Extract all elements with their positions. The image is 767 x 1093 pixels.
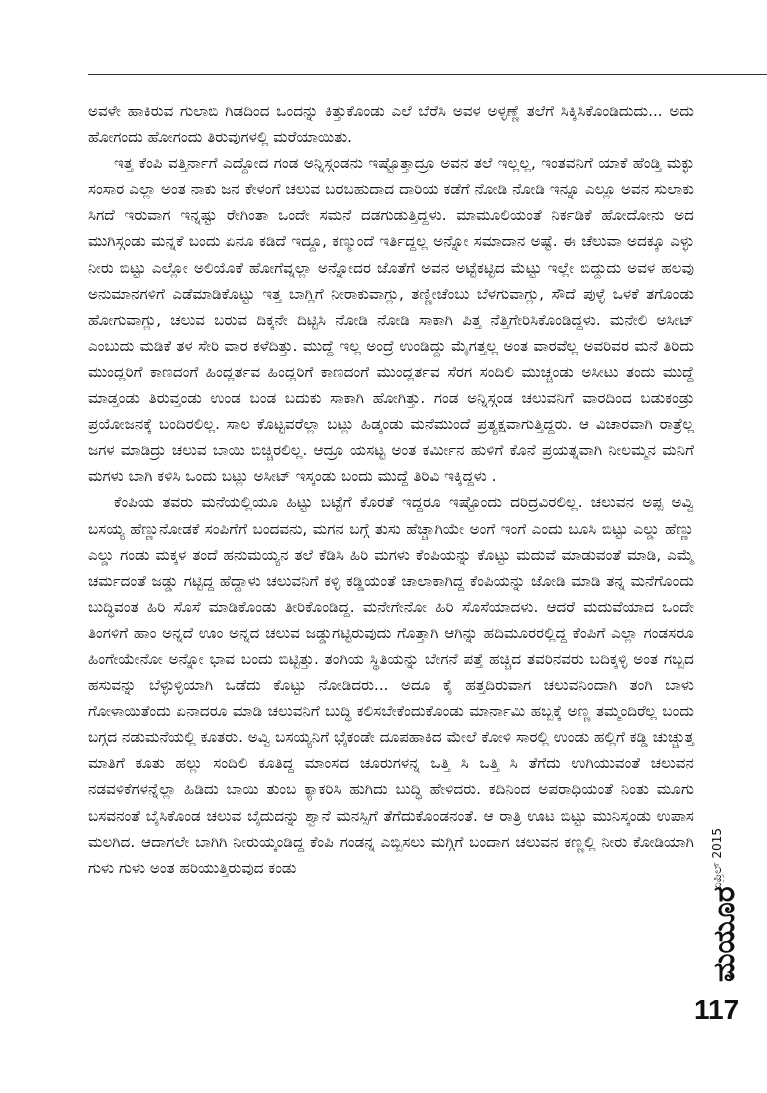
issue-date: ಏಪ್ರಿಲ್ 2015 (710, 828, 724, 890)
paragraph-1: ಅವಳೇ ಹಾಕಿರುವ ಗುಲಾಬಿ ಗಿಡದಿಂದ ಒಂದನ್ನು ಕಿತ್ತುಕೊಂಡು ಎಲೆ ಬೆರೆಸಿ ಅವಳ ಅಳ್ಳಣ್ಣೆ ತಲೆಗೆ ಸಿಕ್ಕಿಸಿಕೊಂಡಿದುದು... ಅದು ಹೋಗಂದು ಹೋಗಂದು ತಿರುವುಗಳಲ್ಲಿ ಮರೆಯಾಯಿತು. (88, 102, 694, 147)
top-rule (88, 74, 767, 75)
article-body (88, 98, 694, 881)
paragraph-3: ಕೆಂಪಿಯ ತವರು ಮನೆಯಲ್ಲಿಯೂ ಹಿಟ್ಟು ಬಟ್ಟೆಗೆ ಕೊರತೆ ಇದ್ದರೂ ಇಷ್ಟೊಂದು ದರಿದ್ರವಿರಲಿಲ್ಲ. ಚಲುವನ ಅಪ್ಪ ಅವ್ವಿ ಬಸಯ್ಯ ಹೆಣ್ಣುನೋಡಕೆ ಸಂಪಿಗೆಗೆ ಬಂದವನು, ಮಗನ ಬಗ್ಗೆ ತುಸು ಹೆಚ್ಚಾಗಿಯೇ ಅಂಗೆ ಇಂಗೆ ಎಂದು ಬೂಸಿ ಬಿಟ್ಟು ಎಲ್ಡು ಹೆಣ್ಣು ಎಲ್ಡು ಗಂಡು ಮಕ್ಕಳ ತಂದೆ ಹನುಮಯ್ಯನ ತಲೆ ಕೆಡಿಸಿ ಹಿರಿ ಮಗಳು ಕೆಂಪಿಯನ್ನು ಕೊಟ್ಟು ಮದುವೆ ಮಾಡುವಂತೆ ಮಾಡಿ, ಎಮ್ಮೆ ಚರ್ಮದಂತೆ ಜಡ್ಡು ಗಟ್ಟಿದ್ದ ಹೆದ್ದಾಳು ಚಲುವನಿಗೆ ಕಳ್ಳಿ ಕಡ್ಡಿಯಂತೆ ಚಾಲಾಕಾಗಿದ್ದ ಕೆಂಪಿಯನ್ನು ಜೋಡಿ ಮಾಡಿ ತನ್ನ ಮನೆಗೊಂದು ಬುದ್ಧಿವಂತ ಹಿರಿ ಸೊಸೆ ಮಾಡಿಕೊಂಡು ತೀರಿಕೊಂಡಿದ್ದ. ಮನೇಗೇನೋ ಹಿರಿ ಸೊಸೆಯಾದಳು. ಆದರೆ ಮದುವೆಯಾದ ಒಂದೇ ತಿಂಗಳಿಗೆ ಹಾಂ ಅನ್ನದೆ ಊಂ ಅನ್ನದ ಚಲುವ ಜಡ್ಡುಗಟ್ಟಿರುವುದು ಗೊತ್ತಾಗಿ ಆಗಿನ್ನು ಹದಿಮೂರರಲ್ಲಿದ್ದ ಕೆಂಪಿಗೆ ಎಲ್ಲಾ ಗಂಡಸರೂ ಹಿಂಗೇಯೇನೋ ಅನ್ನೋ ಭಾವ ಬಂದು ಬಿಟ್ಟಿತ್ತು. ತಂಗಿಯ ಸ್ಥಿತಿಯನ್ನು ಬೇಗನೆ ಪತ್ತೆ ಹಚ್ಚಿದ ತವರಿನವರು ಬದಿಕ್ಕಳ್ಳಿ ಅಂತ ಗಬ್ಬದ ಹಸುವನ್ನು ಬೆಳ್ಳುಳ್ಳಿಯಾಗಿ ಒಡೆದು ಕೊಟ್ಟು ನೋಡಿದರು... ಅದೂ ಕೈ ಹತ್ತದಿರುವಾಗ ಚಲುವನಿಂದಾಗಿ ತಂಗಿ ಬಾಳು ಗೋಳಾಯಿತೆಂದು ಏನಾದರೂ ಮಾಡಿ ಚಲುವನಿಗೆ ಬುದ್ಧಿ ಕಲಿಸಬೇಕೆಂದುಕೊಂಡು ಮಾರ್ನಾಮಿ ಹಬ್ಬಕ್ಕೆ ಅಣ್ಣ ತಮ್ಮಂದಿರೆಲ್ಲ ಬಂದು ಬಗ್ಗದ ನಡುಮನೆಯಲ್ಲಿ ಕೂತರು. ಅವ್ವಿ ಬಸಯ್ಯನಿಗೆ ಭೈಕಂಡೇ ದೂಪಹಾಕಿದ ಮೇಲೆ ಕೋಳಿ ಸಾರಲ್ಲಿ ಉಂಡು ಹಲ್ಲಿಗೆ ಕಡ್ಡಿ ಚುಚ್ಚುತ್ತ ಮಾತಿಗೆ ಕೂತು ಹಲ್ಲು ಸಂದಿಲಿ ಕೂತಿದ್ದ ಮಾಂಸದ ಚೂರುಗಳನ್ನ ಒತ್ತಿ ಸಿ ಒತ್ತಿ ಸಿ ತೆಗೆದು ಉಗಿಯುವಂತೆ ಚಲುವನ ನಡವಳಿಕೆಗಳನ್ನೆಲ್ಲಾ ಹಿಡಿದು ಬಾಯಿ ತುಂಬ ಕ್ಯಾಕರಿಸಿ ಹುಗಿದು ಬುದ್ಧಿ ಹೇಳಿದರು. ಕದಿನಿಂದ ಅಪರಾಧಿಯಂತೆ ನಿಂತು ಮೂಗು ಬಸವನಂತೆ ಬೈಸಿಕೊಂಡ ಚಲುವ ಬೈದುದನ್ನು ಶ್ವಾನೆ ಮನಸ್ಸಿಗೆ ತೆಗೆದುಕೊಂಡನಂತೆ. ಆ ರಾತ್ರಿ ಊಟ ಬಿಟ್ಟು ಮುನಿಸ್ಕಂಡು ಉಪಾಸ ಮಲಗಿದ. ಆದಾಗಲೇ ಬಾಗಿಗಿ ನೀರುಯ್ಕಂಡಿದ್ದ ಕೆಂಪಿ ಗಂಡನ್ನ ಎಬ್ಬಿಸಲು ಮಗ್ಗಿಗೆ ಬಂದಾಗ ಚಲುವನ ಕಣ್ಣಲ್ಲಿ ನೀರು ಕೋಡಿಯಾಗಿ ಗುಳು ಗುಳು ಅಂತ ಹರಿಯುತ್ತಿರುವುದ ಕಂಡು (88, 493, 694, 877)
magazine-logo: ಮಯೂರ (707, 886, 742, 982)
page-number: 117 (694, 994, 740, 1025)
paragraph-2: ಇತ್ತ ಕೆಂಪಿ ವತ್ತಿರ್ನಾಗೆ ಎದ್ದೋದ ಗಂಡ ಅನ್ನಿಸ್ಗಂಡನು ಇಷ್ಟೊತ್ತಾದ್ರೂ ಅವನ ತಲೆ ಇಲ್ಲಲ್ಲ, ಇಂತವನಿಗೆ ಯಾಕೆ ಹೆಂಡ್ತಿ ಮಕ್ಳು ಸಂಸಾರ ಎಲ್ಲಾ ಅಂತ ನಾಕು ಜನ ಕೇಳಂಗೆ ಚಲುವ ಬರಬಹುದಾದ ದಾರಿಯ ಕಡೆಗೆ ನೋಡಿ ನೋಡಿ ಇನ್ನೂ ಎಲ್ಲೂ ಅವನ ಸುಲಾಕು ಸಿಗದೆ ಇರುವಾಗ ಇನ್ನಷ್ಟು ರೇಗಿಂತಾ ಒಂದೇ ಸಮನೆ ದಡಗುಡುತ್ತಿದ್ದಳು. ಮಾಮೂಲಿಯಂತೆ ನಿರ್ಕಡಿಕೆ ಹೋದೋನು ಅದ ಮುಗಿಸ್ಗಂಡು ಮನ್ನಕೆ ಬಂದು ಏನೂ ಕಡಿದೆ ಇದ್ದೂ, ಕಣ್ಮುಂದೆ ಇರ್ತಿದ್ದಲ್ಲ ಅನ್ನೋ ಸಮಾದಾನ ಅಷ್ಟೆ. ಈ ಚೆಲುವಾ ಅದಕ್ಕೂ ಎಳ್ಳು ನೀರು ಬಿಟ್ಟು ಎಲ್ಲೋ ಅಲಿಯೊಕೆ ಹೋಗೆವ್ನಲ್ಲಾ ಅನ್ನೋದರ ಜೊತೆಗೆ ಅವನ ಅಟ್ಟೆಕಟ್ಟಿದ ಮೆಟ್ಟು ಇಲ್ಲೇ ಬಿದ್ದುದು ಅವಳ ಹಲವು ಅನುಮಾನಗಳಿಗೆ ಎಡೆಮಾಡಿಕೊಟ್ಟು ಇತ್ತ ಬಾಗ್ಲಿಗೆ ನೀರಾಕುವಾಗ್ಲು, ತಣ್ಣೀಚೆಂಬು ಬೆಳಗುವಾಗ್ಲು, ಸೌದೆ ಪುಳ್ಳೆ ಒಳಕೆ ತಗೊಂಡು ಹೋಗುವಾಗ್ಲು, ಚಲುವ ಬರುವ ದಿಕ್ಕನೇ ದಿಟ್ಟಿಸಿ ನೋಡಿ ನೋಡಿ ಸಾಕಾಗಿ ಪಿತ್ತ ನೆತ್ತಿಗೇರಿಸಿಕೊಂಡಿದ್ದಳು. ಮನೇಲಿ ಅಸೀಟ್ ಎಂಬುದು ಮಡಿಕೆ ತಳ ಸೇರಿ ವಾರ ಕಳೆದಿತ್ತು. ಮುದ್ದೆ ಇಲ್ಲ ಅಂದ್ರೆ ಉಂಡಿದ್ದು ಮೈಗತ್ತಲ್ಲ ಅಂತ ವಾರವೆಲ್ಲ ಅವರಿವರ ಮನೆ ತಿರಿದು ಮುಂದ್ಲರಿಗೆ ಕಾಣದಂಗೆ ಹಿಂದ್ಲರ್ತವ ಹಿಂದ್ಲರಿಗೆ ಕಾಣದಂಗೆ ಮುಂದ್ಲರ್ತವ ಸೆರಗ ಸಂದಿಲಿ ಮುಚ್ಚಂಡು ಅಸೀಟು ತಂದು ಮುದ್ದೆ ಮಾಡ್ತಂಡು ತಿರುವ್ತಂಡು ಉಂಡ ಬಂಡ ಬದುಕು ಸಾಕಾಗಿ ಹೋಗಿತ್ತು. ಗಂಡ ಅನ್ನಿಸ್ಗಂಡ ಚಲುವನಿಗೆ ವಾರದಿಂದ ಬಡುಕಂಡ್ರು ಪ್ರಯೋಜನಕ್ಕೆ ಬಂದಿರಲಿಲ್ಲ. ಸಾಲ ಕೊಟ್ಟವರೆಲ್ಲಾ ಬಟ್ಲು ಹಿಡ್ಕಂಡು ಮನೆಮುಂದೆ ಪ್ರತ್ಯಕ್ಷವಾಗುತ್ತಿದ್ದರು. ಆ ವಿಚಾರವಾಗಿ ರಾತ್ರೆಲ್ಲ ಜಗಳ ಮಾಡಿದ್ರು ಚಲುವ ಬಾಯಿ ಬಿಚ್ಚಿರಲಿಲ್ಲ. ಆದ್ರೂ ಯಸಟ್ಟ ಅಂತ ಕರ್ಮೀನ ಹುಳಿಗೆ ಕೊನೆ ಪ್ರಯತ್ನವಾಗಿ ನೀಲಮ್ಮನ ಮನಿಗೆ ಮಗಳು ಬಾಗಿ ಕಳಿಸಿ ಒಂದು ಬಟ್ಲು ಅಸೀಟ್ ಇಸ್ಕಂಡು ಬಂದು ಮುದ್ದೆ ತಿರಿವಿ ಇಕ್ಕಿದ್ದಳು . (88, 154, 694, 486)
magazine-side-strip (705, 800, 745, 980)
